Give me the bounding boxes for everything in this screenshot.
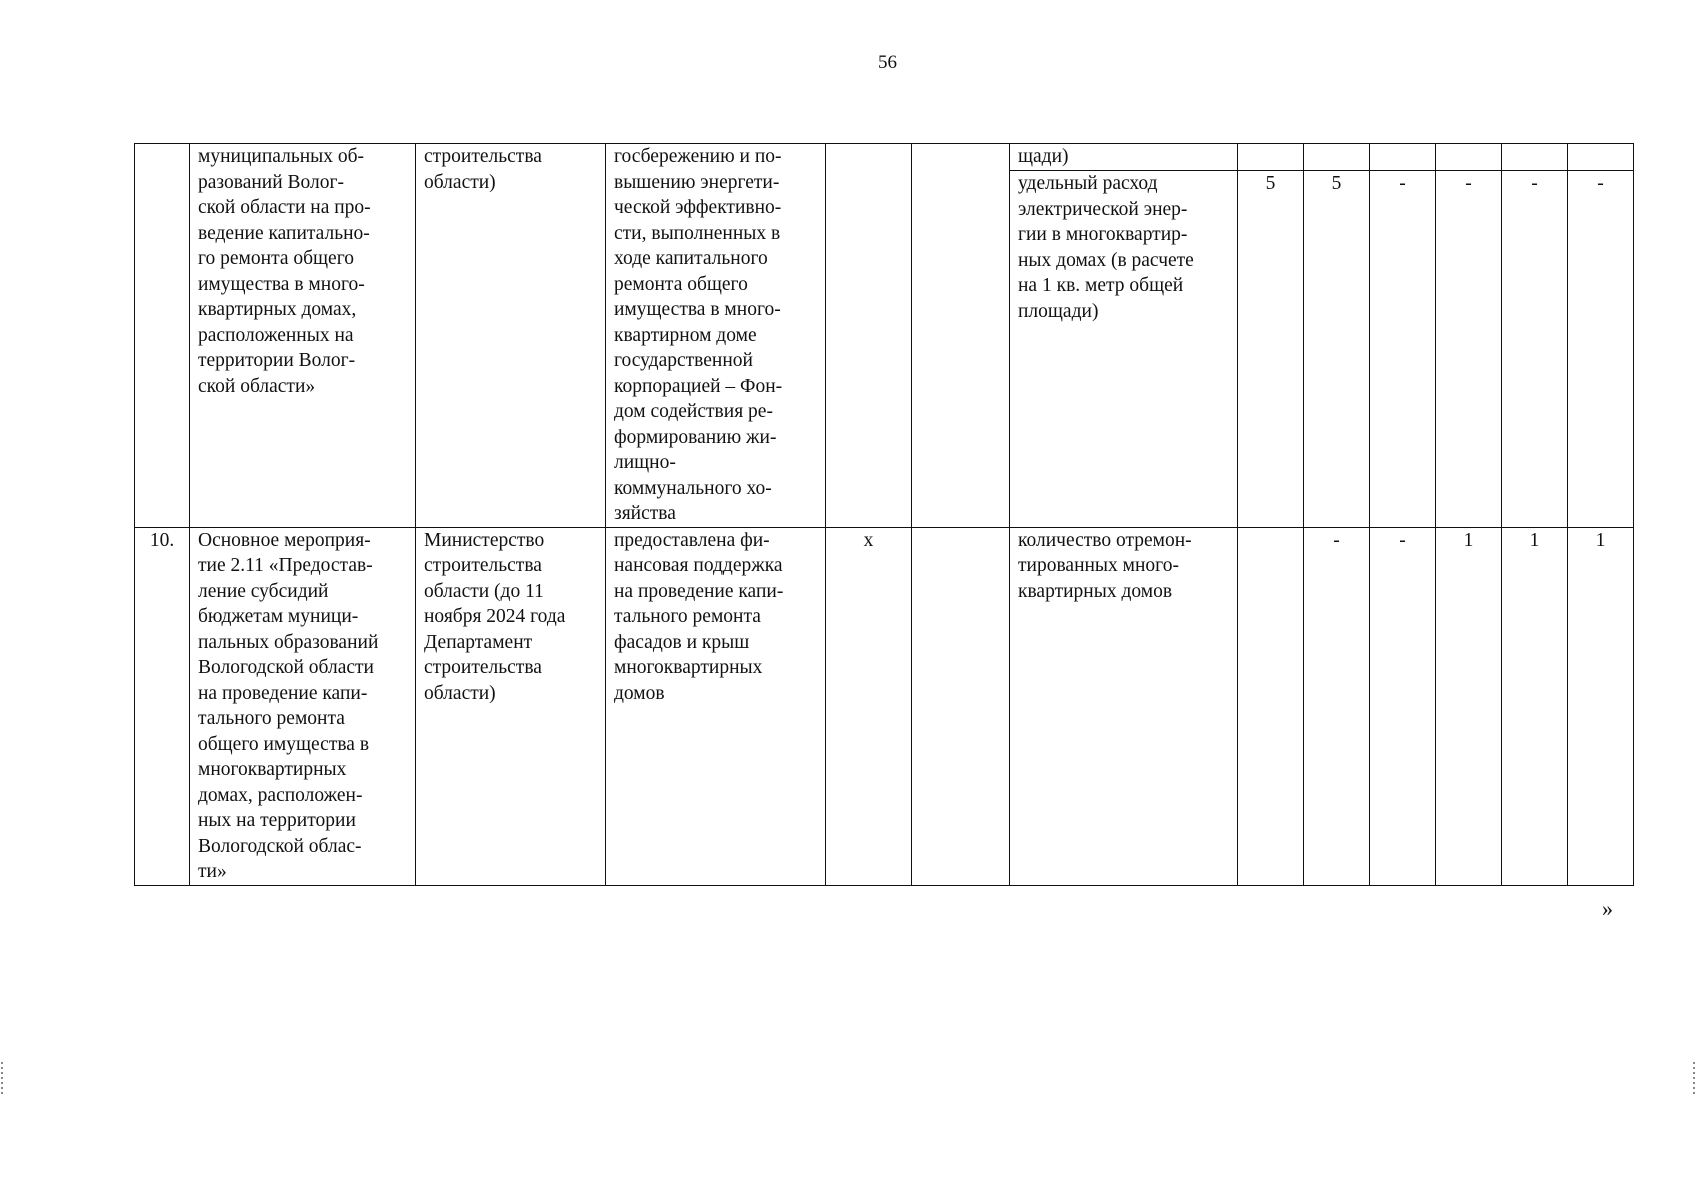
col6-cell <box>912 144 1010 528</box>
value-cell: 5 <box>1304 171 1370 528</box>
measures-table <box>134 143 1634 886</box>
row-number <box>135 144 190 528</box>
executor-cell: Министерство строительства области (до 11 ноября 2024 года Департамент строительства области) <box>416 527 606 885</box>
value-cell <box>1370 144 1436 171</box>
value-cell <box>1502 144 1568 171</box>
col6-cell <box>912 527 1010 885</box>
executor-cell: строительства области) <box>416 144 606 528</box>
value-cell <box>1238 144 1304 171</box>
table-row <box>135 144 1634 171</box>
scan-margin-mark <box>1693 1062 1695 1094</box>
value-cell: - <box>1568 171 1634 528</box>
value-cell: 1 <box>1568 527 1634 885</box>
value-cell: 1 <box>1436 527 1502 885</box>
indicator-cell: щади) <box>1010 144 1238 171</box>
value-cell <box>1568 144 1634 171</box>
col5-cell: x <box>826 527 912 885</box>
value-cell <box>1436 144 1502 171</box>
table-row <box>135 527 1634 885</box>
indicator-cell: количество отремон- тированных много- квартирных домов <box>1010 527 1238 885</box>
result-cell: предоставлена фи- нансовая поддержка на проведение капи- тального ремонта фасадов и крыш многоквартирных домов <box>606 527 826 885</box>
value-cell: - <box>1436 171 1502 528</box>
value-cell <box>1304 144 1370 171</box>
value-cell: 1 <box>1502 527 1568 885</box>
closing-quote: » <box>1602 896 1613 921</box>
measure-cell: Основное мероприя- тие 2.11 «Предостав- ление субсидий бюджетам муници- пальных образований Вологодской области на проведение капи- тального ремонта общего имущества в многоквартирных домах, расположен- ных на территории Вологодской облас- ти» <box>190 527 416 885</box>
value-cell: 5 <box>1238 171 1304 528</box>
row-number: 10. <box>135 527 190 885</box>
indicator-cell: удельный расход электрической энер- гии в многоквартир- ных домах (в расчете на 1 кв. метр общей площади) <box>1010 171 1238 528</box>
value-cell: - <box>1370 171 1436 528</box>
value-cell: - <box>1370 527 1436 885</box>
page-number: 56 <box>878 52 897 73</box>
value-cell <box>1238 527 1304 885</box>
measure-cell: муниципальных об- разований Волог- ской области на про- ведение капитально- го ремонта общего имущества в много- квартирных домах, расположенных на территории Волог- ской области» <box>190 144 416 528</box>
col5-cell <box>826 144 912 528</box>
result-cell: госбережению и по- вышению энергети- ческой эффективно- сти, выполненных в ходе капитального ремонта общего имущества в много- квартирном доме государственной корпорацией – Фон- дом содействия ре- формированию жи- лищно- коммунального хо- зяйства <box>606 144 826 528</box>
value-cell: - <box>1502 171 1568 528</box>
value-cell: - <box>1304 527 1370 885</box>
scan-margin-mark <box>1 1062 3 1094</box>
